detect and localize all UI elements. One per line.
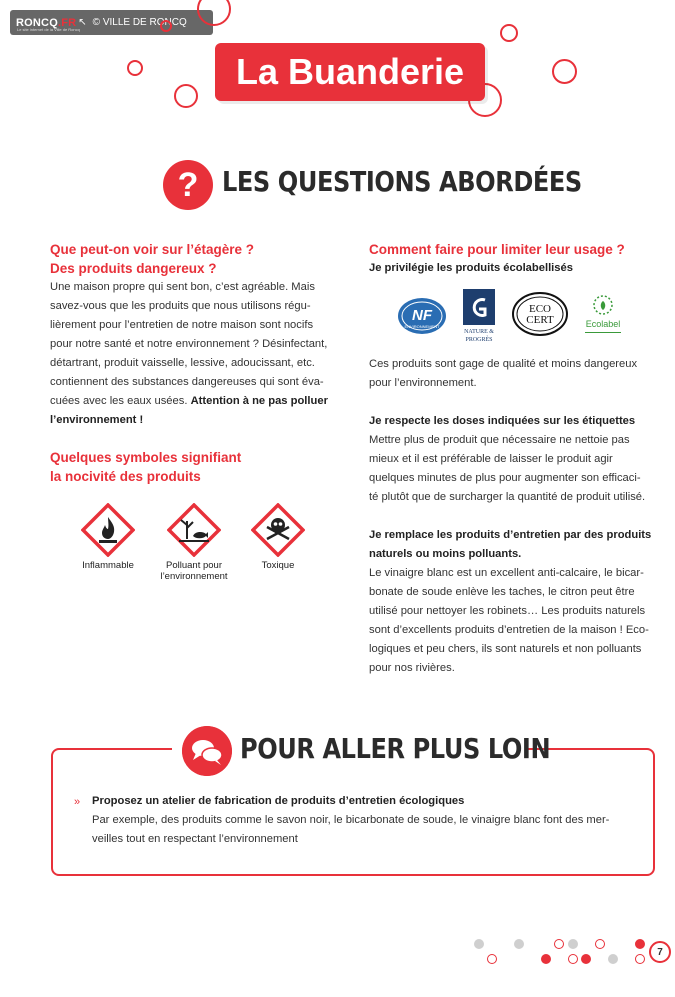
nf-environnement-logo bbox=[397, 296, 447, 336]
watermark-badge bbox=[10, 10, 213, 35]
further-item-title: Proposez un atelier de fabrication de produits d’entretien écologiques bbox=[92, 795, 465, 807]
svg-text:Ecolabel: Ecolabel bbox=[585, 319, 621, 329]
svg-text:NF: NF bbox=[412, 307, 432, 324]
decor-circle bbox=[487, 954, 497, 964]
question-heading: Que peut-on voir sur l’étagère ? Des produits dangereux ? bbox=[50, 242, 255, 276]
intro-paragraph: Une maison propre qui sent bon, c’est agréable. Mais savez-vous que les produits que nous utilisons régu- lièrement pour l’entretien de notre maison sont nocifs pour notre santé et notre environnement ? Désinfectant, détartrant, produit vaisselle, lessive, adoucissant, etc. contiennent des substances dangereuses qui sont éva- cuées avec les eaux usées. Attention à ne pas polluer l’environnement ! bbox=[50, 281, 328, 426]
right-column bbox=[369, 240, 656, 278]
decor-dot bbox=[608, 954, 618, 964]
nature-progres-logo bbox=[459, 288, 499, 344]
page-title: La Buanderie bbox=[235, 51, 465, 92]
decor-circle bbox=[552, 59, 577, 84]
site-tagline: Le site internet de la Ville de Roncq bbox=[17, 27, 80, 32]
decor-dot bbox=[541, 954, 551, 964]
toxic-skull-icon bbox=[251, 503, 305, 557]
ecocert-logo bbox=[510, 290, 570, 338]
flammable-icon bbox=[81, 503, 135, 557]
warning-text: Attention à ne pas polluer bbox=[190, 395, 328, 407]
speech-bubbles-icon bbox=[182, 726, 232, 776]
svg-text:ENVIRONNEMENT: ENVIRONNEMENT bbox=[404, 324, 440, 329]
natural-products-section: Je remplace les produits d’entretien par des produits naturels ou moins polluants. Le vinaigre blanc est un excellent anti-calcaire, le bicar- bonate de soude enlève les taches, le citron peut être utilisé pour nettoyer les robinets… Les produits naturels sont d’excellents produits d’entretien de la maison ! Eco- logiques et peu chers, ils sont naturels et non polluants pour nos rivières. bbox=[369, 526, 656, 678]
section-heading-further: POUR ALLER PLUS LOIN bbox=[240, 732, 551, 765]
decor-dot bbox=[514, 939, 524, 949]
ecolabel-paragraph: Ces produits sont gage de qualité et moins dangereux pour l’environnement. bbox=[369, 358, 638, 389]
site-logo: RONCQ.FR bbox=[16, 16, 77, 29]
question-mark-icon: ? bbox=[163, 160, 213, 210]
decor-circle bbox=[127, 60, 143, 76]
hazard-label: Polluant pour l’environnement bbox=[160, 560, 228, 582]
decor-dot bbox=[635, 939, 645, 949]
decor-circle bbox=[500, 24, 518, 42]
section-heading-questions: LES QUESTIONS ABORDÉES bbox=[222, 165, 582, 198]
eu-ecolabel-logo bbox=[581, 291, 625, 339]
bullet-marker: » bbox=[74, 796, 81, 808]
decor-circle bbox=[595, 939, 605, 949]
svg-text:PROGRÈS: PROGRÈS bbox=[465, 337, 493, 343]
svg-text:NATURE &: NATURE & bbox=[464, 329, 494, 335]
decor-circle bbox=[174, 84, 198, 108]
cursor-icon: ↖ bbox=[78, 17, 87, 28]
copyright-text: © VILLE DE RONCQ bbox=[92, 17, 187, 28]
decor-circle bbox=[635, 954, 645, 964]
page-number: 7 bbox=[649, 941, 671, 963]
environment-hazard-icon bbox=[167, 503, 221, 557]
further-item: Proposez un atelier de fabrication de produits d’entretien écologiques Par exemple, des produits comme le savon noir, le bicarbonate de soude, le vinaigre blanc font des mer- veilles tout en respectant l’environnement bbox=[92, 792, 637, 849]
svg-text:CERT: CERT bbox=[526, 314, 554, 326]
decor-circle bbox=[568, 954, 578, 964]
question-heading: Comment faire pour limiter leur usage ? bbox=[369, 242, 625, 257]
decor-dot bbox=[568, 939, 578, 949]
subheading: Je remplace les produits d’entretien par des produits naturels ou moins polluants. bbox=[369, 529, 652, 560]
left-column bbox=[50, 240, 338, 486]
svg-text:ECO: ECO bbox=[529, 303, 551, 315]
subheading: Je respecte les doses indiquées sur les étiquettes bbox=[369, 415, 636, 427]
decor-dot bbox=[581, 954, 591, 964]
hazard-label: Inflammable bbox=[82, 560, 134, 571]
hazard-label: Toxique bbox=[261, 560, 295, 571]
decor-circle bbox=[554, 939, 564, 949]
decor-circle bbox=[160, 20, 172, 32]
doses-section: Je respecte les doses indiquées sur les étiquettes Mettre plus de produit que nécessaire ne nettoie pas mieux et il est préférable de laisser le produit agir quelques minutes de plus pour augmenter son efficaci- té plutôt que de surcharger la quantité de produit utilisé. bbox=[369, 412, 656, 507]
subheading: Je privilégie les produits écolabellisés bbox=[369, 262, 573, 274]
question-heading: Quelques symboles signifiant la nocivité des produits bbox=[50, 450, 242, 484]
decor-dot bbox=[474, 939, 484, 949]
page-title-banner bbox=[215, 43, 485, 101]
